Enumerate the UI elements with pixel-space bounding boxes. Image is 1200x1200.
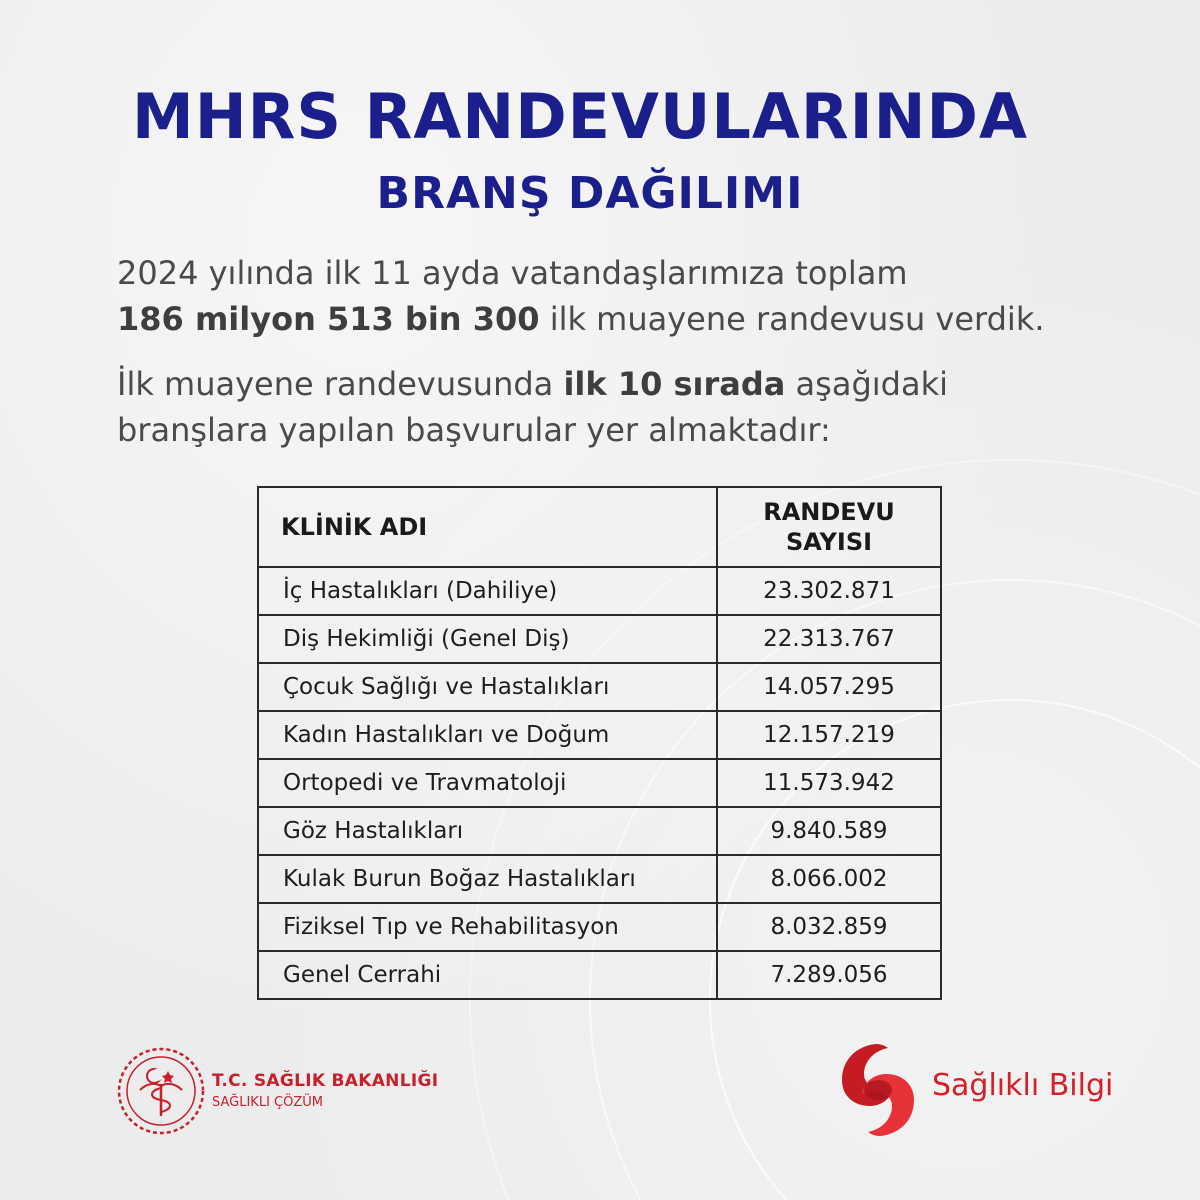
header-clinic: KLİNİK ADI bbox=[258, 487, 717, 567]
clinic-name: Ortopedi ve Travmatoloji bbox=[258, 759, 717, 807]
clinic-name: Kadın Hastalıkları ve Doğum bbox=[258, 711, 717, 759]
appointment-count: 23.302.871 bbox=[717, 567, 941, 615]
clinic-name: Fiziksel Tıp ve Rehabilitasyon bbox=[258, 903, 717, 951]
appointment-count: 22.313.767 bbox=[717, 615, 941, 663]
ministry-name: T.C. SAĞLIK BAKANLIĞI bbox=[212, 1071, 439, 1091]
clinic-name: Genel Cerrahi bbox=[258, 951, 717, 999]
sub-title: BRANŞ DAĞILIMI bbox=[376, 168, 804, 219]
intro-total: 186 milyon 513 bin 300 bbox=[117, 300, 540, 338]
table-row bbox=[258, 759, 941, 807]
table-row bbox=[258, 855, 941, 903]
appointment-count: 7.289.056 bbox=[717, 951, 941, 999]
note-post: aşağıdaki bbox=[785, 365, 948, 403]
table-header-row bbox=[258, 487, 941, 567]
ministry-slogan: SAĞLIKLI ÇÖZÜM bbox=[212, 1095, 323, 1110]
ministry-emblem-icon bbox=[116, 1046, 206, 1136]
table-row bbox=[258, 711, 941, 759]
note-line2: branşlara yapılan başvurular yer almaktadır: bbox=[117, 411, 831, 449]
clinic-name: Kulak Burun Boğaz Hastalıkları bbox=[258, 855, 717, 903]
saglikli-bilgi-logo-icon bbox=[836, 1040, 920, 1140]
clinic-name: İç Hastalıkları (Dahiliye) bbox=[258, 567, 717, 615]
appointment-count: 9.840.589 bbox=[717, 807, 941, 855]
table-row bbox=[258, 903, 941, 951]
note-pre: İlk muayene randevusunda bbox=[117, 365, 564, 403]
main-title: MHRS RANDEVULARINDA bbox=[132, 80, 1028, 153]
appointment-count: 14.057.295 bbox=[717, 663, 941, 711]
table-row bbox=[258, 663, 941, 711]
note-paragraph bbox=[117, 361, 1137, 453]
header-count bbox=[717, 487, 941, 567]
intro-line2-rest: ilk muayene randevusu verdik. bbox=[539, 300, 1045, 338]
intro-paragraph bbox=[117, 250, 1137, 342]
appointment-count: 12.157.219 bbox=[717, 711, 941, 759]
table-row bbox=[258, 807, 941, 855]
clinic-name: Diş Hekimliği (Genel Diş) bbox=[258, 615, 717, 663]
table-row bbox=[258, 951, 941, 999]
table-row bbox=[258, 615, 941, 663]
header-count-line2: SAYISI bbox=[785, 528, 873, 556]
brand-name: Sağlıklı Bilgi bbox=[932, 1068, 1114, 1103]
clinic-name: Göz Hastalıkları bbox=[258, 807, 717, 855]
appointments-table bbox=[257, 486, 942, 1000]
table-row bbox=[258, 567, 941, 615]
clinic-name: Çocuk Sağlığı ve Hastalıkları bbox=[258, 663, 717, 711]
appointment-count: 11.573.942 bbox=[717, 759, 941, 807]
header-count-line1: RANDEVU bbox=[763, 498, 895, 526]
note-bold: ilk 10 sırada bbox=[563, 365, 786, 403]
appointment-count: 8.032.859 bbox=[717, 903, 941, 951]
intro-line1: 2024 yılında ilk 11 ayda vatandaşlarımıza toplam bbox=[117, 254, 908, 292]
appointment-count: 8.066.002 bbox=[717, 855, 941, 903]
